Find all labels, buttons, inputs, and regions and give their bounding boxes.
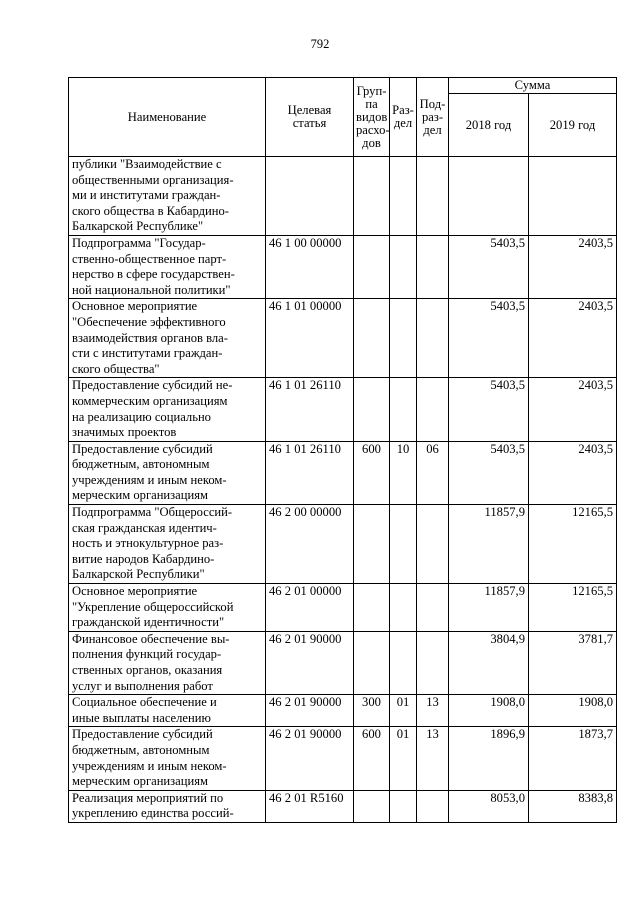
- row-name: Предоставление субсидий не- коммерческим организациям на реализацию социально значимых проектов: [69, 378, 266, 441]
- row-section: [390, 157, 417, 236]
- row-name: Социальное обеспечение и иные выплаты населению: [69, 695, 266, 727]
- row-subsection: [417, 505, 449, 584]
- row-code: 46 2 00 00000: [266, 505, 354, 584]
- row-sum-2019: 2403,5: [529, 441, 617, 504]
- row-sum-2019: [529, 157, 617, 236]
- header-subsection: Под- раз- дел: [417, 78, 449, 157]
- table-row: [69, 378, 617, 441]
- table-row: [69, 235, 617, 298]
- table-row: [69, 505, 617, 584]
- page-number: 792: [310, 37, 330, 51]
- row-group: [354, 157, 390, 236]
- row-sum-2018: 11857,9: [449, 584, 529, 632]
- row-code: 46 1 01 26110: [266, 378, 354, 441]
- row-name: Предоставление субсидий бюджетным, автономным учреждениям и иным неком- мерческим организациям: [69, 727, 266, 790]
- row-subsection: 13: [417, 727, 449, 790]
- row-code: 46 2 01 00000: [266, 584, 354, 632]
- row-sum-2018: 5403,5: [449, 299, 529, 378]
- table-row: [69, 727, 617, 790]
- row-sum-2018: 1896,9: [449, 727, 529, 790]
- header-section: Раз- дел: [390, 78, 417, 157]
- row-group: 600: [354, 727, 390, 790]
- header-sum: Сумма: [449, 78, 617, 94]
- row-sum-2018: 5403,5: [449, 441, 529, 504]
- row-section: 01: [390, 695, 417, 727]
- row-sum-2019: 8383,8: [529, 790, 617, 822]
- row-sum-2019: 12165,5: [529, 584, 617, 632]
- row-subsection: [417, 235, 449, 298]
- row-subsection: [417, 157, 449, 236]
- row-section: 10: [390, 441, 417, 504]
- row-sum-2019: 2403,5: [529, 378, 617, 441]
- row-subsection: [417, 631, 449, 694]
- row-code: 46 2 01 90000: [266, 695, 354, 727]
- row-subsection: [417, 790, 449, 822]
- row-code: 46 2 01 90000: [266, 727, 354, 790]
- row-section: [390, 631, 417, 694]
- row-sum-2019: 3781,7: [529, 631, 617, 694]
- row-sum-2018: 8053,0: [449, 790, 529, 822]
- row-subsection: 06: [417, 441, 449, 504]
- row-code: [266, 157, 354, 236]
- row-sum-2019: 1908,0: [529, 695, 617, 727]
- row-sum-2019: 2403,5: [529, 299, 617, 378]
- row-subsection: [417, 299, 449, 378]
- table-row: [69, 631, 617, 694]
- row-section: [390, 790, 417, 822]
- row-section: [390, 299, 417, 378]
- row-sum-2018: 5403,5: [449, 235, 529, 298]
- row-code: 46 1 01 00000: [266, 299, 354, 378]
- row-group: [354, 378, 390, 441]
- row-sum-2018: 3804,9: [449, 631, 529, 694]
- header-name: Наименование: [69, 78, 266, 157]
- row-sum-2018: [449, 157, 529, 236]
- row-group: [354, 235, 390, 298]
- table-row: [69, 695, 617, 727]
- row-group: 300: [354, 695, 390, 727]
- row-group: 600: [354, 441, 390, 504]
- row-name: Подпрограмма "Государ- ственно-общественное парт- нерство в сфере государствен- ной национальной политики": [69, 235, 266, 298]
- row-section: [390, 584, 417, 632]
- row-section: [390, 378, 417, 441]
- table-row: [69, 299, 617, 378]
- row-name: публики "Взаимодействие с общественными организация- ми и институтами граждан- ского общества в Кабардино- Балкарской Республике": [69, 157, 266, 236]
- header-article: Целевая статья: [266, 78, 354, 157]
- row-code: 46 1 00 00000: [266, 235, 354, 298]
- row-section: [390, 235, 417, 298]
- row-sum-2019: 2403,5: [529, 235, 617, 298]
- row-group: [354, 505, 390, 584]
- row-section: [390, 505, 417, 584]
- row-subsection: [417, 584, 449, 632]
- table-row: [69, 584, 617, 632]
- row-sum-2018: 1908,0: [449, 695, 529, 727]
- row-group: [354, 790, 390, 822]
- row-sum-2019: 1873,7: [529, 727, 617, 790]
- table-row: [69, 157, 617, 236]
- row-sum-2018: 11857,9: [449, 505, 529, 584]
- row-code: 46 1 01 26110: [266, 441, 354, 504]
- row-code: 46 2 01 90000: [266, 631, 354, 694]
- table-row: [69, 790, 617, 822]
- row-group: [354, 584, 390, 632]
- row-name: Реализация мероприятий по укреплению единства россий-: [69, 790, 266, 822]
- row-group: [354, 299, 390, 378]
- row-sum-2018: 5403,5: [449, 378, 529, 441]
- row-name: Основное мероприятие "Обеспечение эффективного взаимодействия органов вла- сти с институтами граждан- ского общества": [69, 299, 266, 378]
- table-row: [69, 441, 617, 504]
- budget-table: [68, 77, 617, 823]
- row-subsection: 13: [417, 695, 449, 727]
- row-name: Финансовое обеспечение вы- полнения функций государ- ственных органов, оказания услуг и выполнения работ: [69, 631, 266, 694]
- header-2018: 2018 год: [449, 94, 529, 157]
- header-group: Груп- па видов расхо- дов: [354, 78, 390, 157]
- row-name: Подпрограмма "Общероссий- ская гражданская идентич- ность и этнокультурное раз- витие народов Кабардино- Балкарской Республики": [69, 505, 266, 584]
- row-section: 01: [390, 727, 417, 790]
- row-subsection: [417, 378, 449, 441]
- header-2019: 2019 год: [529, 94, 617, 157]
- row-code: 46 2 01 R5160: [266, 790, 354, 822]
- row-name: Предоставление субсидий бюджетным, автономным учреждениям и иным неком- мерческим организациям: [69, 441, 266, 504]
- row-name: Основное мероприятие "Укрепление общероссийской гражданской идентичности": [69, 584, 266, 632]
- row-group: [354, 631, 390, 694]
- row-sum-2019: 12165,5: [529, 505, 617, 584]
